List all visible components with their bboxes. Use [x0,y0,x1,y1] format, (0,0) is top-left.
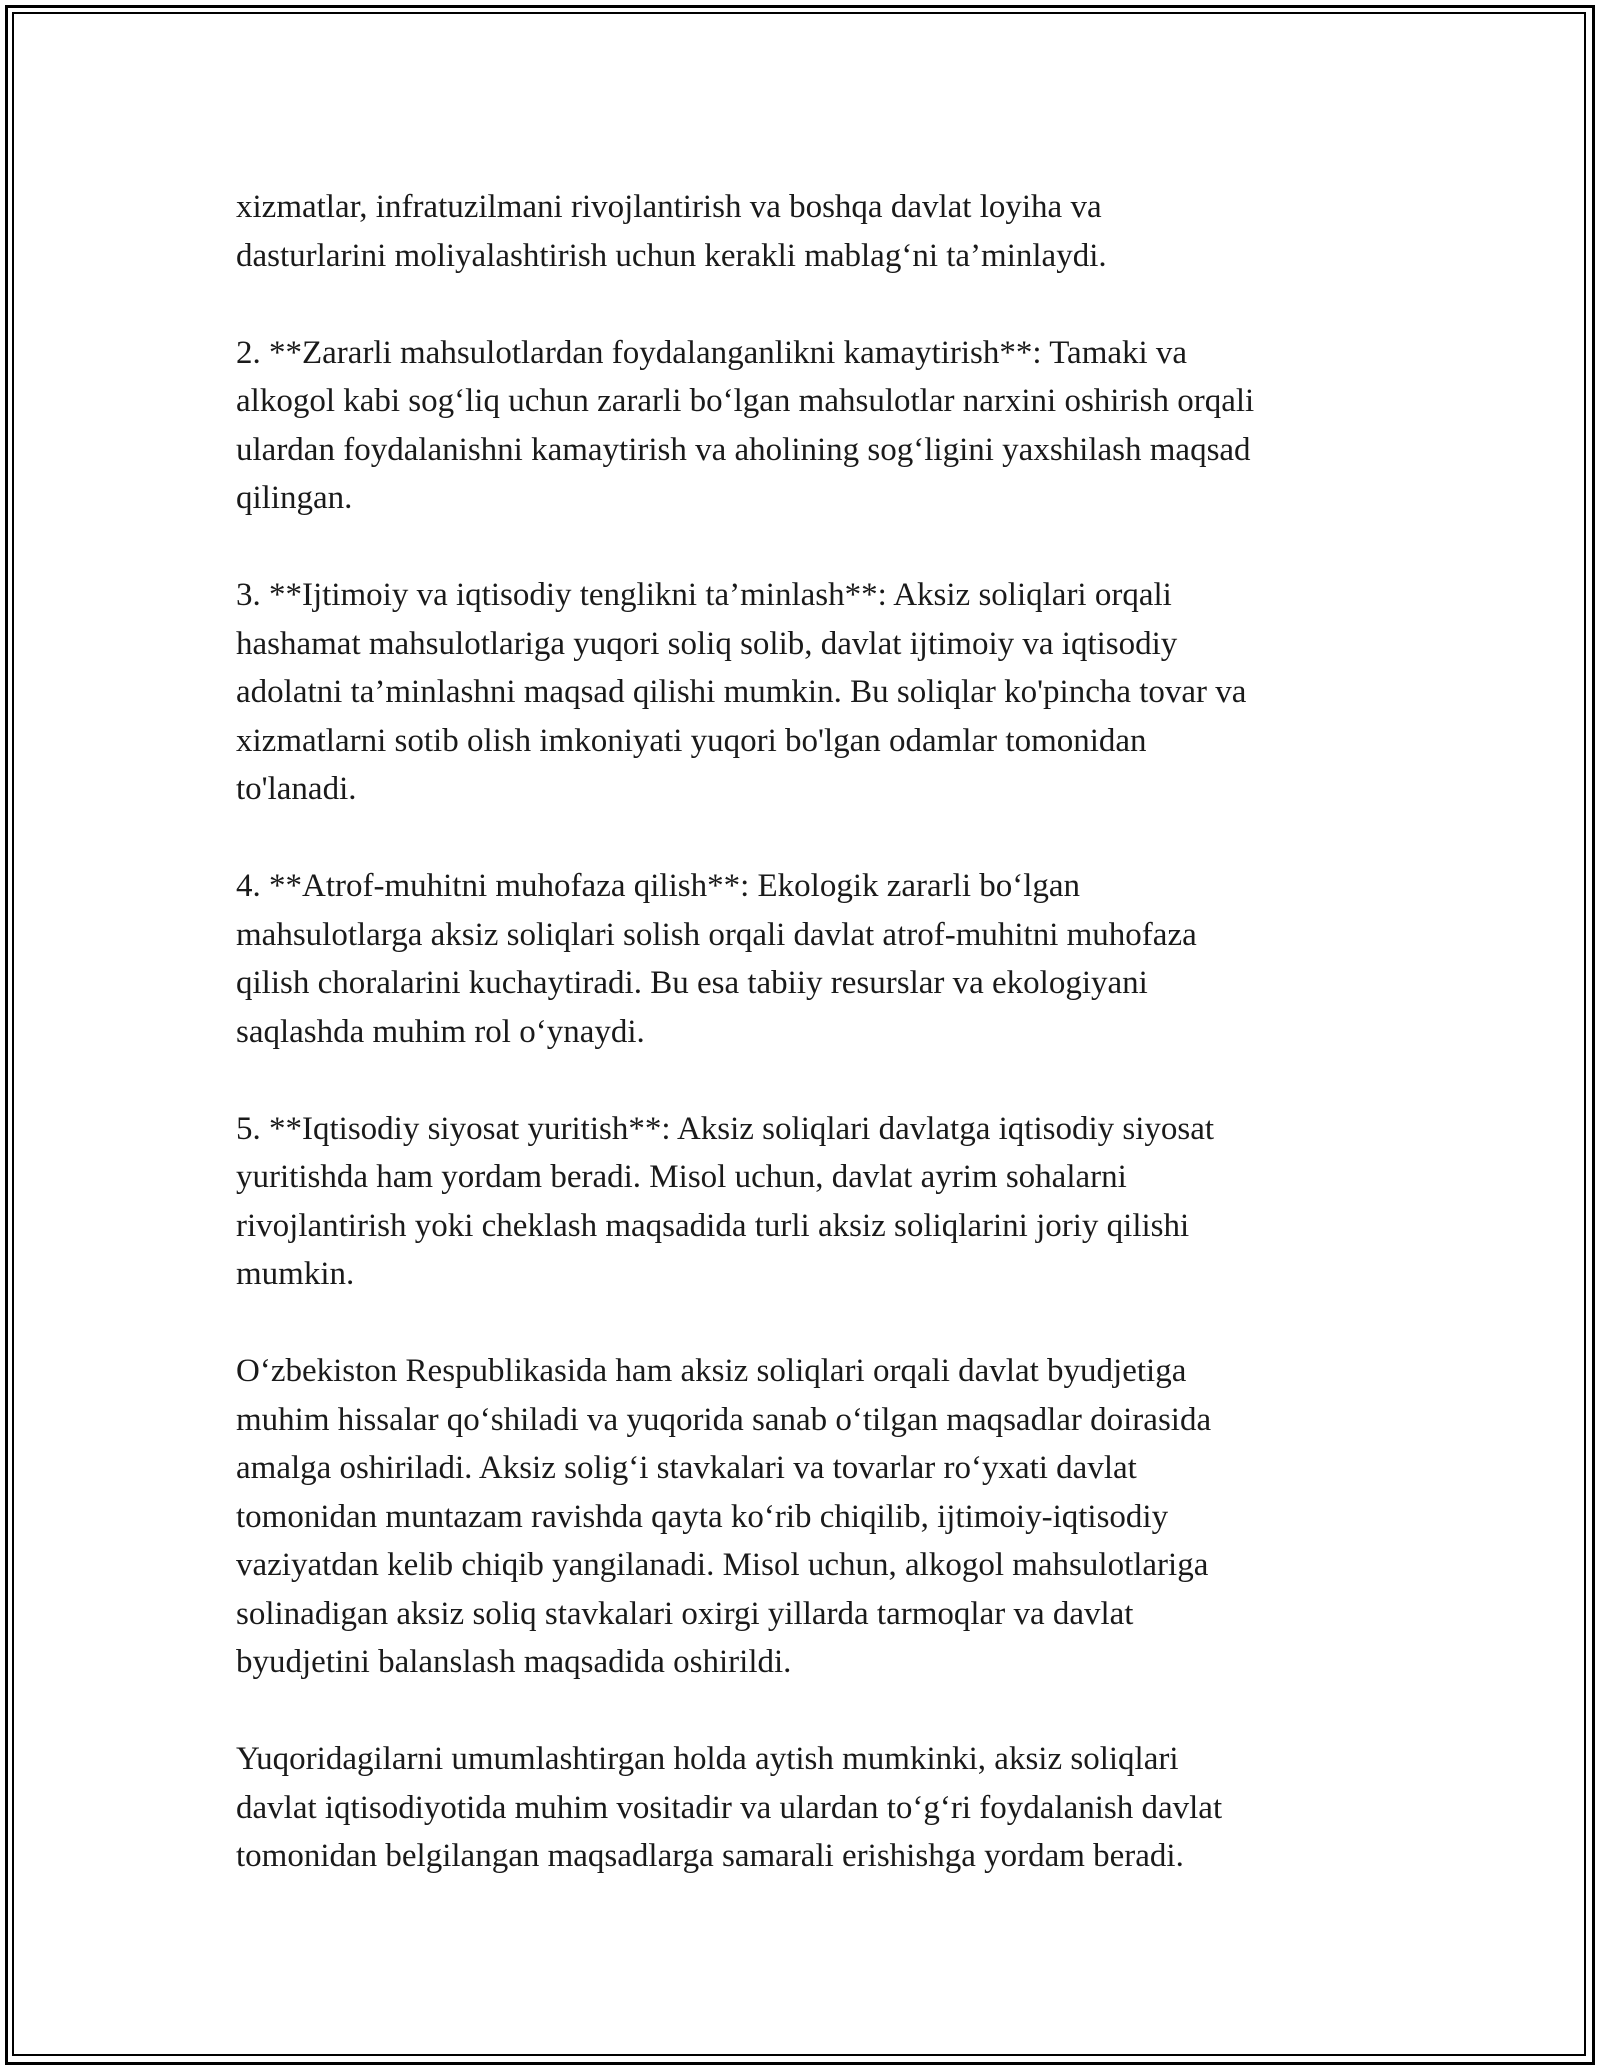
paragraph-item-4: 4. **Atrof-muhitni muhofaza qilish**: Ekologik zararli bo‘lgan mahsulotlarga aksiz soliqlari solish orqali davlat atrof-muhitni muhofaza qilish choralarini kuchaytiradi. Bu esa tabiiy resurslar va ekologiyani saqlashda muhim rol o‘ynaydi. [236,868,1197,1050]
paragraph-conclusion: Yuqoridagilarni umumlashtirgan holda aytish mumkinki, aksiz soliqlari davlat iqtisodiyotida muhim vositadir va ulardan to‘g‘ri foydalanish davlat tomonidan belgilangan maqsadlarga samarali erishishga yordam beradi. [236,1741,1223,1874]
paragraph-uzbekistan: O‘zbekiston Respublikasida ham aksiz soliqlari orqali davlat byudjetiga muhim hissalar qo‘shiladi va yuqorida sanab o‘tilgan maqsadlar doirasida amalga oshiriladi. Aksiz solig‘i stavkalari va tovarlar ro‘yxati davlat tomonidan muntazam ravishda qayta ko‘rib chiqilib, ijtimoiy-iqtisodiy vaziyatdan kelib chiqib yangilanadi. Misol uchun, alkogol mahsulotlariga solinadigan aksiz soliq stavkalari oxirgi yillarda tarmoqlar va davlat byudjetini balanslash maqsadida oshirildi. [236,1353,1212,1680]
document-body [236,183,1376,1881]
paragraph-item-2: 2. **Zararli mahsulotlardan foydalanganlikni kamaytirish**: Tamaki va alkogol kabi sog‘liq uchun zararli bo‘lgan mahsulotlar narxini oshirish orqali ulardan foydalanishni kamaytirish va aholining sog‘ligini yaxshilash maqsad qilingan. [236,334,1255,516]
paragraph-intro-continuation: xizmatlar, infratuzilmani rivojlantirish va boshqa davlat loyiha va dasturlarini moliyalashtirish uchun kerakli mablag‘ni ta’minlaydi. [236,189,1107,274]
paragraph-item-5: 5. **Iqtisodiy siyosat yuritish**: Aksiz soliqlari davlatga iqtisodiy siyosat yuritishda ham yordam beradi. Misol uchun, davlat ayrim sohalarni rivojlantirish yoki cheklash maqsadida turli aksiz soliqlarini joriy qilishi mumkin. [236,1110,1215,1292]
paragraph-item-3: 3. **Ijtimoiy va iqtisodiy tenglikni ta’minlash**: Aksiz soliqlari orqali hashamat mahsulotlariga yuqori soliq solib, davlat ijtimoiy va iqtisodiy adolatni ta’minlashni maqsad qilishi mumkin. Bu soliqlar ko'pincha tovar va xizmatlarni sotib olish imkoniyati yuqori bo'lgan odamlar tomonidan to'lanadi. [236,577,1247,807]
